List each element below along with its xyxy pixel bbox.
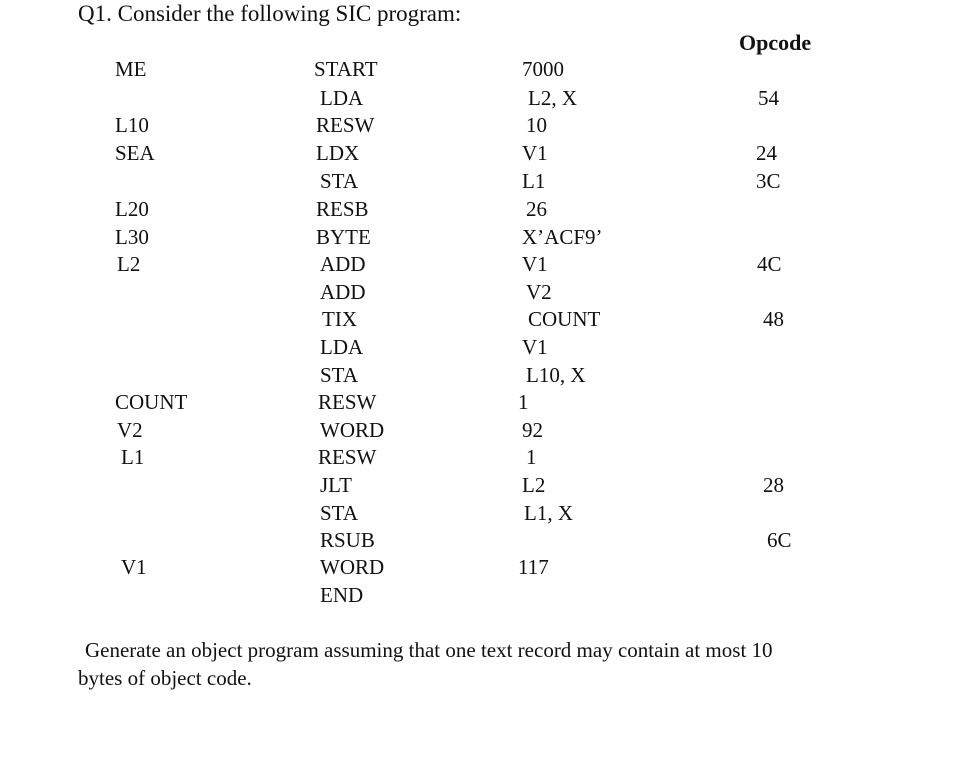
- row-label: L20: [115, 197, 149, 221]
- row-operand: L10, X: [526, 363, 586, 387]
- row-mnemonic: JLT: [320, 473, 352, 497]
- row-operand: 92: [522, 418, 543, 442]
- row-operand: 117: [518, 555, 549, 579]
- row-label: ME: [115, 57, 147, 81]
- row-operand: V1: [522, 335, 548, 359]
- row-operand: V2: [526, 280, 552, 304]
- question-title: Q1. Consider the following SIC program:: [78, 1, 462, 26]
- row-opcode: 6C: [767, 528, 792, 552]
- row-label: L2: [117, 252, 141, 276]
- row-mnemonic: STA: [320, 169, 358, 193]
- row-opcode: 3C: [756, 169, 781, 193]
- row-opcode: 28: [763, 473, 784, 497]
- opcode-column-header: Opcode: [739, 30, 812, 55]
- instruction-text: [78, 636, 898, 692]
- row-label: L30: [115, 225, 149, 249]
- row-mnemonic: ADD: [320, 280, 366, 304]
- row-operand: 1: [526, 445, 537, 469]
- row-mnemonic: RSUB: [320, 528, 375, 552]
- instruction-line-2: bytes of object code.: [78, 666, 252, 690]
- row-label: V1: [121, 555, 147, 579]
- row-operand: X’ACF9’: [522, 225, 603, 249]
- row-operand: COUNT: [528, 307, 601, 331]
- row-label: V2: [117, 418, 143, 442]
- row-operand: V1: [522, 141, 548, 165]
- row-mnemonic: RESB: [316, 197, 369, 221]
- row-operand: V1: [522, 252, 548, 276]
- row-operand: 26: [526, 197, 547, 221]
- row-mnemonic: WORD: [320, 555, 385, 579]
- row-mnemonic: END: [320, 583, 364, 607]
- row-mnemonic: LDA: [320, 335, 364, 359]
- row-operand: L1: [522, 169, 546, 193]
- row-mnemonic: RESW: [316, 113, 375, 137]
- row-label: SEA: [115, 141, 155, 165]
- row-mnemonic: BYTE: [316, 225, 371, 249]
- row-label: COUNT: [115, 390, 188, 414]
- row-mnemonic: START: [314, 57, 378, 81]
- row-mnemonic: LDA: [320, 86, 364, 110]
- row-mnemonic: TIX: [322, 307, 357, 331]
- row-mnemonic: STA: [320, 363, 358, 387]
- row-operand: 10: [526, 113, 547, 137]
- row-mnemonic: WORD: [320, 418, 385, 442]
- row-opcode: 48: [763, 307, 784, 331]
- row-opcode: 24: [756, 141, 777, 165]
- row-opcode: 4C: [757, 252, 782, 276]
- row-mnemonic: ADD: [320, 252, 366, 276]
- row-mnemonic: STA: [320, 501, 358, 525]
- row-mnemonic: LDX: [316, 141, 360, 165]
- row-label: L1: [121, 445, 145, 469]
- row-opcode: 54: [758, 86, 779, 110]
- row-operand: 7000: [522, 57, 564, 81]
- row-operand: 1: [518, 390, 529, 414]
- row-operand: L1, X: [524, 501, 573, 525]
- row-operand: L2, X: [528, 86, 577, 110]
- row-label: L10: [115, 113, 149, 137]
- instruction-line-1: Generate an object program assuming that one text record may contain at most 10: [85, 638, 773, 662]
- row-mnemonic: RESW: [318, 445, 377, 469]
- row-mnemonic: RESW: [318, 390, 377, 414]
- row-operand: L2: [522, 473, 546, 497]
